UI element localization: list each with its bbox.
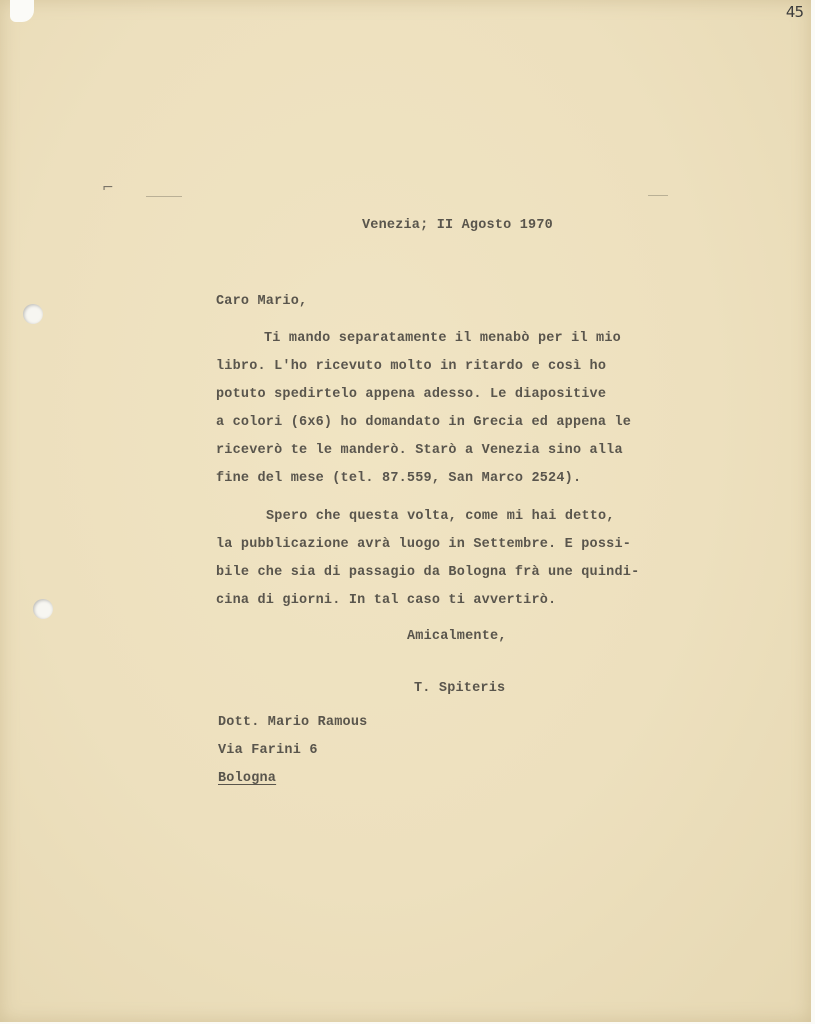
- body-line: cina di giorni. In tal caso ti avvertirò.: [216, 593, 557, 608]
- body-line: a colori (6x6) ho domandato in Grecia ed appena le: [216, 415, 632, 430]
- recipient-street: Via Farini 6: [218, 743, 318, 758]
- body-line: riceverò te le manderò. Starò a Venezia sino alla: [216, 443, 623, 458]
- recipient-name: Dott. Mario Ramous: [218, 715, 368, 730]
- date-line: Venezia; II Agosto 1970: [362, 218, 553, 233]
- page-number: 45: [785, 3, 803, 21]
- margin-mark-right: [648, 195, 668, 196]
- body-line: potuto spedirtelo appena adesso. Le diapositive: [216, 387, 607, 402]
- body-line: libro. L'ho ricevuto molto in ritardo e così ho: [216, 359, 607, 374]
- body-line: Spero che questa volta, come mi hai detto,: [266, 509, 615, 524]
- body-line: bile che sia di passagio da Bologna frà une quindi-: [216, 565, 640, 580]
- margin-mark-left: [146, 196, 182, 197]
- body-line: Ti mando separatamente il menabò per il mio: [264, 331, 621, 346]
- salutation: Caro Mario,: [216, 294, 308, 309]
- torn-corner: [10, 0, 34, 22]
- signature: T. Spiteris: [414, 681, 506, 696]
- body-line: fine del mese (tel. 87.559, San Marco 2524).: [216, 471, 582, 486]
- fold-mark: ⌐: [102, 180, 114, 196]
- body-line: la pubblicazione avrà luogo in Settembre. E possi-: [216, 537, 632, 552]
- punch-hole-top: [23, 304, 43, 324]
- recipient-city: Bologna: [218, 771, 277, 786]
- punch-hole-bottom: [33, 599, 53, 619]
- closing: Amicalmente,: [407, 629, 507, 644]
